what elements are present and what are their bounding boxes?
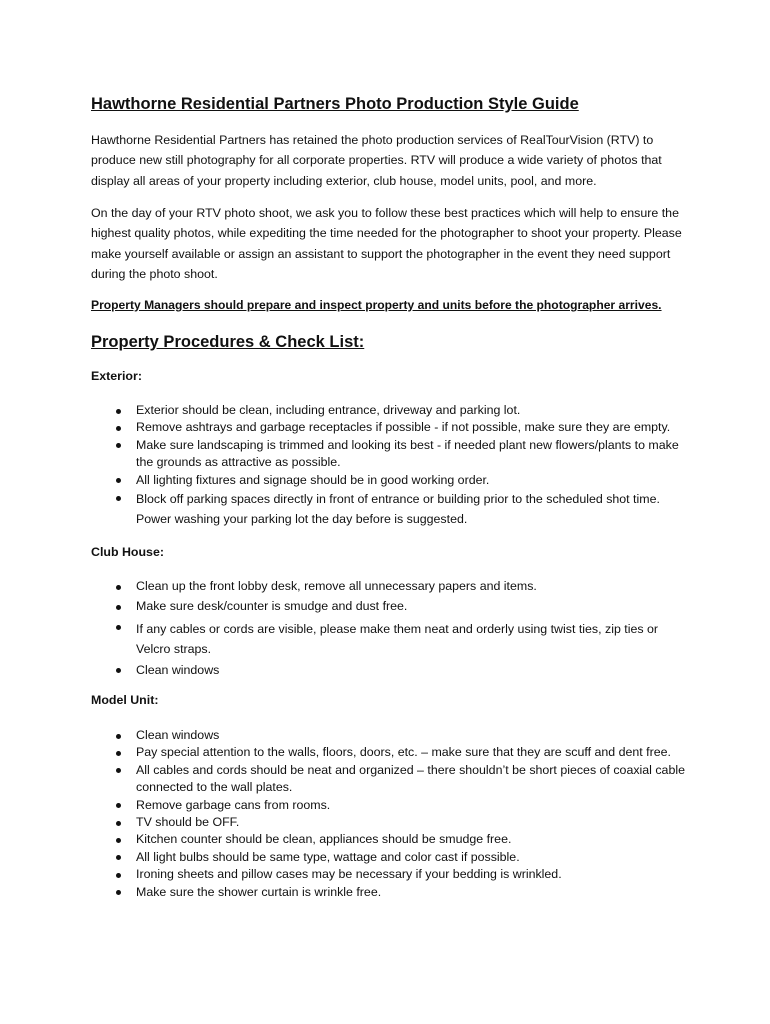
manager-notice: Property Managers should prepare and inspect property and units before the photographer arrives. <box>91 298 662 312</box>
list-item: Pay special attention to the walls, floors, doors, etc. – make sure that they are scuff and dent free. <box>91 744 691 761</box>
intro-paragraph-1: Hawthorne Residential Partners has retained the photo production services of RealTourVision (RTV) to produce new still photography for all corporate properties. RTV will produce a wide variety of photos that display all areas of your property including exterior, club house, model units, pool, and more. <box>91 133 662 188</box>
list-item: Clean up the front lobby desk, remove all unnecessary papers and items. <box>91 578 691 595</box>
model-unit-heading: Model Unit: <box>91 693 159 707</box>
document-title: Hawthorne Residential Partners Photo Production Style Guide <box>91 95 579 113</box>
list-item: Ironing sheets and pillow cases may be necessary if your bedding is wrinkled. <box>91 866 691 883</box>
intro-paragraph-2: On the day of your RTV photo shoot, we ask you to follow these best practices which will help to ensure the highest quality photos, while expediting the time needed for the photographer to shoot your property. Please make yourself available or assign an assistant to support the photographer in the event they need support during the photo shoot. <box>91 206 682 281</box>
list-item: Make sure landscaping is trimmed and looking its best - if needed plant new flowers/plants to make the grounds as attractive as possible. <box>91 437 691 472</box>
list-item: Exterior should be clean, including entrance, driveway and parking lot. <box>91 402 691 419</box>
list-item: Kitchen counter should be clean, appliances should be smudge free. <box>91 831 691 848</box>
list-item: Remove ashtrays and garbage receptacles if possible - if not possible, make sure they are empty. <box>91 419 691 436</box>
list-item: All lighting fixtures and signage should be in good working order. <box>91 472 691 489</box>
list-item: Make sure desk/counter is smudge and dust free. <box>91 598 691 615</box>
list-item: Block off parking spaces directly in front of entrance or building prior to the scheduled shot time. Power washing your parking lot the day before is suggested. <box>91 489 691 529</box>
exterior-heading: Exterior: <box>91 369 142 383</box>
checklist-heading: Property Procedures & Check List: <box>91 333 365 351</box>
list-item: Remove garbage cans from rooms. <box>91 797 691 814</box>
list-item: Clean windows <box>91 727 691 744</box>
club-house-list <box>91 578 691 682</box>
list-item: If any cables or cords are visible, please make them neat and orderly using twist ties, zip ties or Velcro straps. <box>91 619 691 659</box>
list-item: All cables and cords should be neat and organized – there shouldn’t be short pieces of coaxial cable connected to the wall plates. <box>91 762 691 797</box>
club-house-heading: Club House: <box>91 545 164 559</box>
exterior-list <box>91 402 691 529</box>
list-item: Clean windows <box>91 662 691 679</box>
list-item: Make sure the shower curtain is wrinkle free. <box>91 884 691 901</box>
list-item: TV should be OFF. <box>91 814 691 831</box>
model-unit-list <box>91 727 691 901</box>
list-item: All light bulbs should be same type, wattage and color cast if possible. <box>91 849 691 866</box>
